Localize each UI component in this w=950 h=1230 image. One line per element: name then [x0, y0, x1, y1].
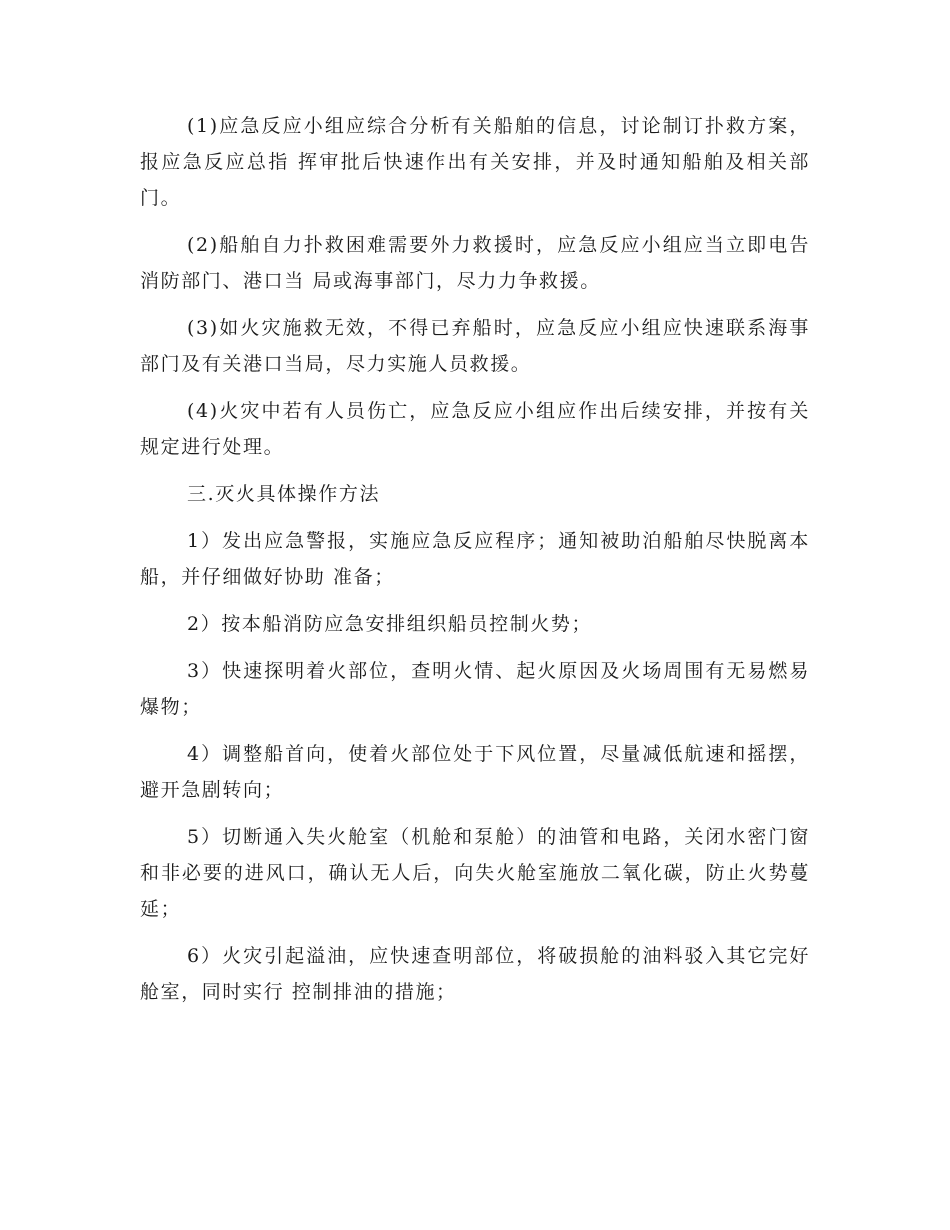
paragraph-1: (1)应急反应小组应综合分析有关船舶的信息，讨论制订扑救方案，报应急反应总指 挥审批后快速作出有关安排，并及时通知船舶及相关部门。 [140, 115, 810, 209]
document-body [140, 108, 810, 1021]
paragraph-2: (2)船舶自力扑救困难需要外力救援时，应急反应小组应当立即电告消防部门、港口当 局或海事部门，尽力力争救援。 [140, 234, 810, 292]
step-4: 4）调整船首向，使着火部位处于下风位置，尽量减低航速和摇摆，避开急剧转向； [140, 743, 810, 801]
step-3: 3）快速探明着火部位，查明火情、起火原因及火场周围有无易燃易爆物； [140, 660, 810, 718]
step-1: 1）发出应急警报，实施应急反应程序；通知被助泊船舶尽快脱离本船，并仔细做好协助 准备； [140, 530, 810, 588]
section-heading: 三.灭火具体操作方法 [187, 483, 381, 505]
step-6: 6）火灾引起溢油，应快速查明部位，将破损舱的油料驳入其它完好舱室，同时实行 控制排油的措施； [140, 945, 810, 1003]
paragraph-3: (3)如火灾施救无效，不得已弃船时，应急反应小组应快速联系海事部门及有关港口当局，尽力实施人员救援。 [140, 317, 810, 375]
step-2: 2）按本船消防应急安排组织船员控制火势； [187, 613, 593, 635]
paragraph-4: (4)火灾中若有人员伤亡，应急反应小组应作出后续安排，并按有关规定进行处理。 [140, 400, 810, 458]
step-5: 5）切断通入失火舱室（机舱和泵舱）的油管和电路，关闭水密门窗和非必要的进风口，确认无人后，向失火舱室施放二氧化碳，防止火势蔓延； [140, 826, 810, 920]
